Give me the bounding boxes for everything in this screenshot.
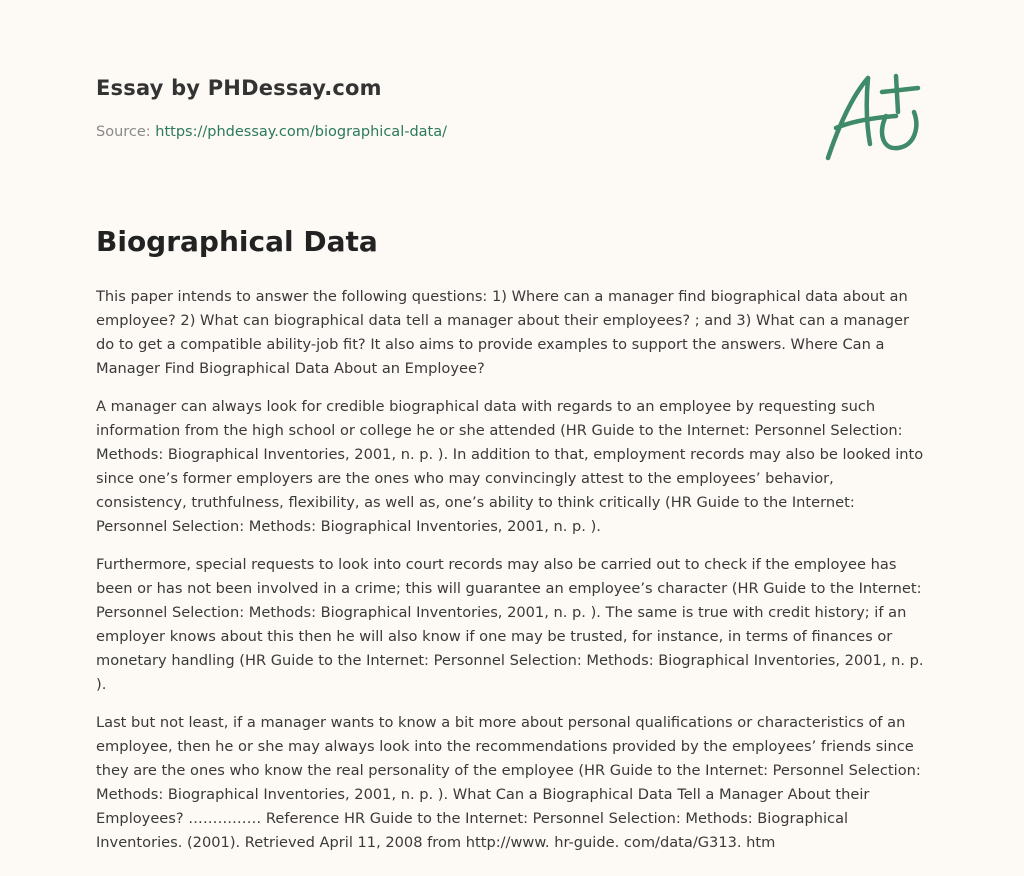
- essay-body: [96, 285, 926, 869]
- source-label: Source:: [96, 124, 156, 140]
- source-link[interactable]: https://phdessay.com/biographical-data/: [155, 124, 448, 140]
- essay-paragraph: This paper intends to answer the following questions: 1) Where can a manager find biographical data about an employee? 2) What can biographical data tell a manager about their employees? ; and 3) What can a manager do to get a compatible ability-job fit? It also aims to provide examples to support the answers. Where Can a Manager Find Biographical Data About an Employee?: [96, 288, 910, 377]
- essay-paragraph: A manager can always look for credible biographical data with regards to an employee by requesting such information from the high school or college he or she attended (HR Guide to the Internet: Personnel Selection: Methods: Biographical Inventories, 2001, n. p. ). In addition to that, employment records may also be looked into since one’s former employers are the ones who may convincingly attest to the employees’ behavior, consistency, truthfulness, flexibility, as well as, one’s ability to think critically (HR Guide to the Internet: Personnel Selection: Methods: Biographical Inventories, 2001, n. p. ).: [96, 398, 924, 535]
- a-plus-logo-icon: [820, 66, 930, 166]
- essay-paragraph: Furthermore, special requests to look into court records may also be carried out to check if the employee has been or has not been involved in a crime; this will guarantee an employee’s character (HR Guide to the Internet: Personnel Selection: Methods: Biographical Inventories, 2001, n. p. ). The same is true with credit history; if an employer knows about this then he will also know if one may be trusted, for instance, in terms of finances or monetary handling (HR Guide to the Internet: Personnel Selection: Methods: Biographical Inventories, 2001, n. p. ).: [96, 556, 924, 693]
- site-brand: Essay by PHDessay.com: [96, 76, 382, 100]
- source-line: [96, 124, 447, 140]
- essay-title: Biographical Data: [96, 225, 378, 258]
- essay-paragraph: Last but not least, if a manager wants to know a bit more about personal qualifications or characteristics of an employee, then he or she may always look into the recommendations provided by the employees’ friends since they are the ones who know the real personality of the employee (HR Guide to the Internet: Personnel Selection: Methods: Biographical Inventories, 2001, n. p. ). What Can a Biographical Data Tell a Manager About their Employees? …………… Reference HR Guide to the Internet: Personnel Selection: Methods: Biographical Inventories. (2001). Retrieved April 11, 2008 from http://www. hr-guide. com/data/G313. htm: [96, 714, 921, 851]
